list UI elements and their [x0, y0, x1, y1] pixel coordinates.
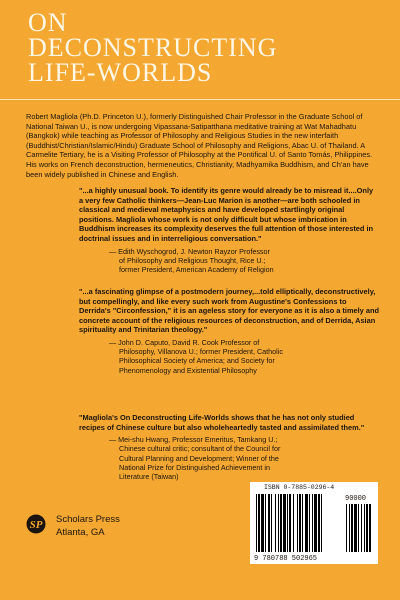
endorsement-1: [79, 186, 379, 274]
addon-bar: [369, 504, 371, 552]
barcode-bar: [314, 494, 317, 552]
endorsement-3: [79, 413, 379, 481]
addon-bar: [364, 504, 365, 552]
barcode-bar: [283, 494, 286, 552]
isbn-label: ISBN 0-7885-0296-4: [264, 484, 335, 491]
svg-text:SP: SP: [29, 519, 43, 531]
barcode-bar: [302, 494, 303, 552]
title-line-1: ON: [28, 8, 68, 37]
endorsement-text: "...a highly unusual book. To identify its genre would already be to misread it....Only a very few Catholic thinkers—Jean-Luc Marion is another—are both schooled in classical and medieval metaphysics and have developed startlingly original positions. Magliola whose work is not only difficult but whose imbrication in Buddhism increases its complexity deserves the full attention of those interested in doctrinal issues and in interreligious conversation.": [79, 186, 374, 243]
barcode-bar: [287, 494, 288, 552]
addon-bar: [361, 504, 362, 552]
title-divider: [0, 99, 400, 100]
barcode-bar: [268, 494, 270, 552]
barcode-bar: [265, 494, 266, 552]
barcode-bar: [305, 494, 308, 552]
scholars-press-logo-icon: [26, 514, 46, 534]
barcode-bar: [312, 494, 313, 552]
addon-bar: [349, 504, 350, 552]
endorsement-attribution: — Mei-shu Hwang, Professor Emeritus, Tamkang U.; Chinese cultural critic; consultant of the Council for Cultural Planning and Development; Winner of the National Prize for Distinguished Achievement in Literature (Taiwan): [109, 435, 281, 481]
title-line-3: LIFE-WORLDS: [28, 58, 213, 87]
endorsement-attribution: — Edith Wyschogrod, J. Newton Rayzor Professor of Philosophy and Religious Thought, Rice U.; former President, American Academy of Religion: [109, 246, 274, 274]
ean-number: 9 780788 502965: [254, 555, 318, 563]
publisher-name: Scholars Press: [56, 514, 120, 525]
barcode-bar: [258, 494, 260, 552]
endorsement-text: "Magliola's On Deconstructing Life-Worlds shows that he has not only studied recipes of Chinese culture but also wholeheartedly tasted and assimilated them.": [79, 413, 365, 432]
endorsement-attribution: — John D. Caputo, David R. Cook Professor of Philosophy, Villanova U.; former President, Catholic Philosophical Society of America; and Society for Phenomenology and Existential Philosophy: [109, 337, 283, 375]
barcode-bar: [278, 494, 279, 552]
barcode-bar: [289, 494, 291, 552]
barcode-bar: [261, 494, 264, 552]
addon-bar: [351, 504, 353, 552]
barcode-bar: [299, 494, 301, 552]
endorsement-2: [79, 287, 379, 375]
barcode-bar: [293, 494, 294, 552]
barcode-bars: [256, 494, 374, 554]
addon-bar: [366, 504, 368, 552]
barcode-bar: [297, 494, 298, 552]
isbn-barcode: [250, 482, 378, 564]
addon-bar: [354, 504, 357, 552]
barcode-bar: [256, 494, 257, 552]
publisher-city: Atlanta, GA: [56, 527, 105, 538]
barcode-bar: [271, 494, 272, 552]
barcode-bar: [280, 494, 282, 552]
barcode-bar: [318, 494, 320, 552]
addon-bar: [346, 504, 347, 552]
title-line-2: DECONSTRUCTING: [28, 33, 278, 62]
barcode-bar: [309, 494, 310, 552]
addon-bar: [358, 504, 359, 552]
barcode-bar: [275, 494, 276, 552]
barcode-bar: [321, 494, 322, 552]
price-addon-code: 90000: [345, 495, 367, 503]
author-bio: Robert Magliola (Ph.D. Princeton U.), formerly Distinguished Chair Professor in the Graduate School of National Taiwan U., is now undergoing Vipassana-Satipatthana meditative training at Wat Mahadhatu (Bangkok) while teaching as Professor of Philosophy and Religious Studies in the new interfaith (Buddhist/Christian/Islamic/Hindu) Graduate School of Philosophy and Religions, Abac U. of Thailand. A Carmelite Tertiary, he is a Visiting Professor of Philosophy at the Pontifical U. of Santo Tomás, Philippines. His works on French deconstruction, hermeneutics, Christianity, Madhyamika Buddhism, and Ch'an have been widely published in Chinese and English.: [26, 112, 373, 179]
endorsement-text: "...a fascinating glimpse of a postmodern journey,...told elliptically, deconstructively, but compellingly, and like every such work from Augustine's Confessions to Derrida's "Circonfession," it is an ageless story for everyone as it is also a timely and concrete account of the religious resources of deconstruction, and of Derrida, Asian spirituality and Trinitarian theology.": [79, 287, 379, 335]
book-title: [28, 10, 277, 85]
